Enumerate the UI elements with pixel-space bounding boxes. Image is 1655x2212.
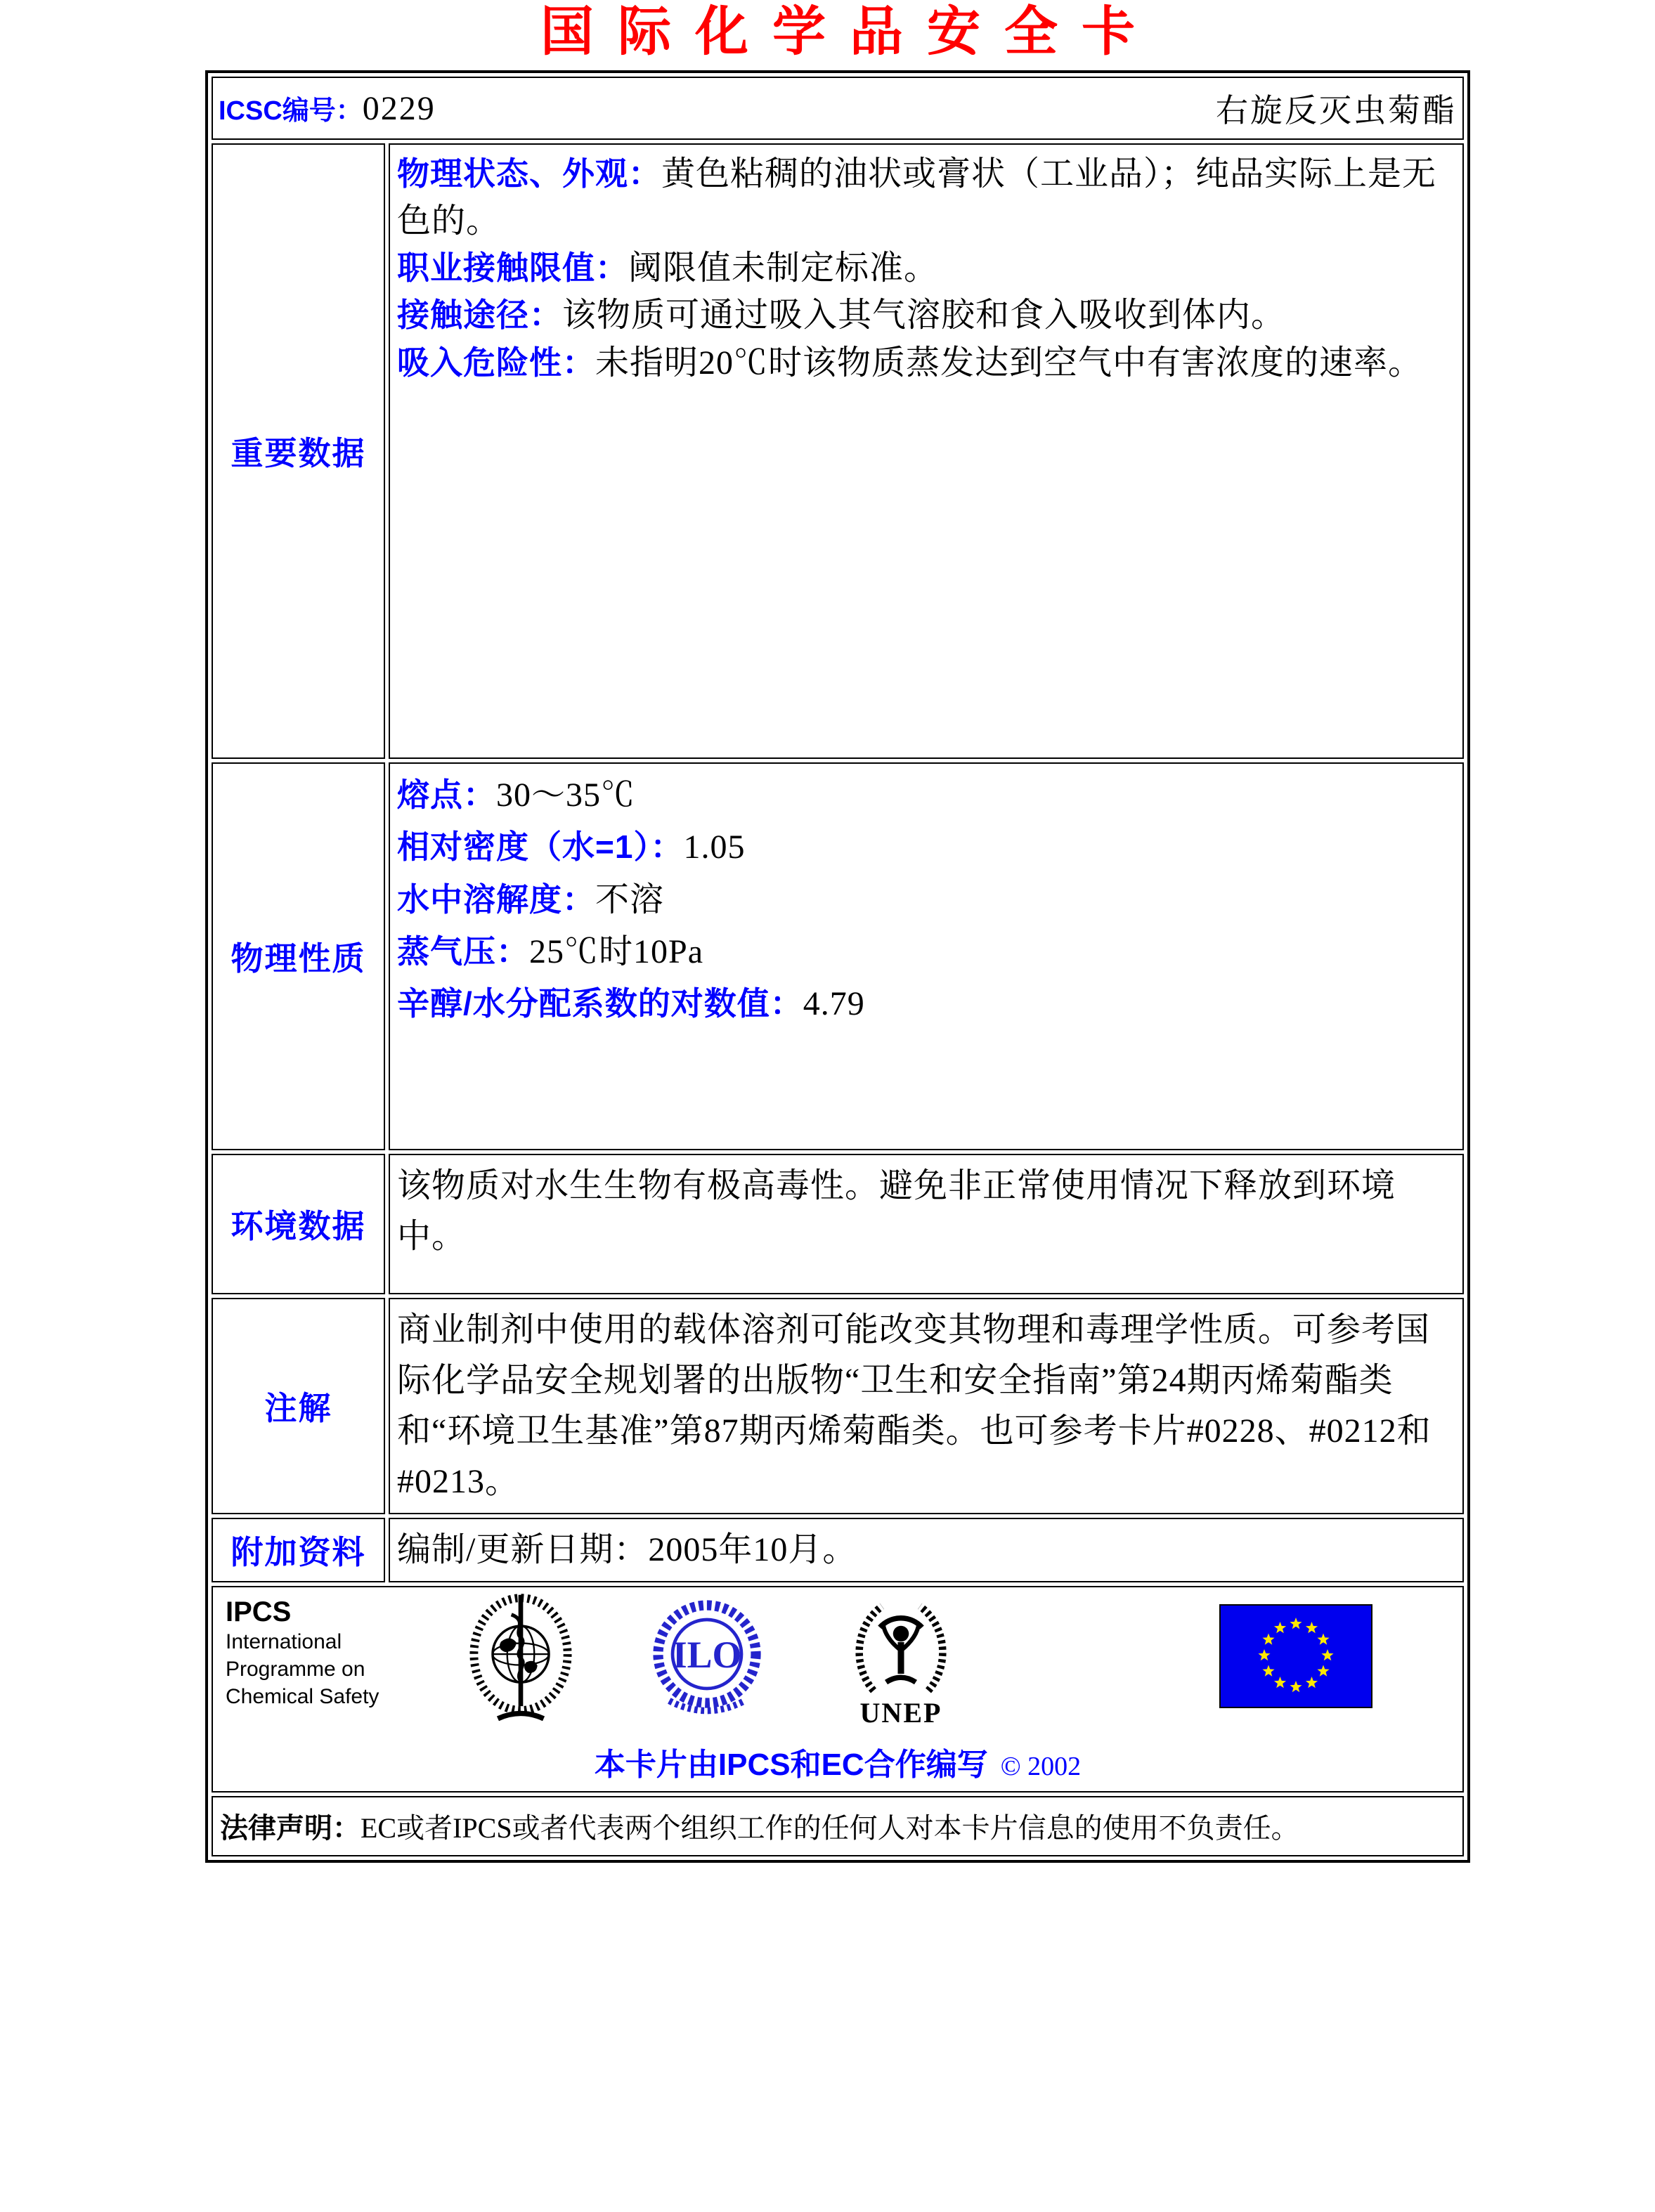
ipcs-title: IPCS [226,1596,292,1627]
field-label: 蒸气压： [397,932,529,970]
field-label: 接触途径： [397,297,562,334]
legal-cell [212,1796,1464,1856]
section-content-environmental-data [389,1154,1464,1294]
field-label: 物理状态、外观： [397,155,661,192]
ipcs-subtitle-line: Programme on [226,1657,365,1681]
field-label: 相对密度（水=1）： [397,828,684,866]
field [397,769,1455,821]
field-value: 黄色粘稠的油状或膏状（工业品）；纯品实际上是无色的。 [397,155,1437,240]
section-row-notes [212,1298,1464,1514]
field-label: 吸入危险性： [397,344,595,381]
section-content-notes [389,1298,1464,1514]
section-content-additional-info [389,1518,1464,1582]
caption-copyright: © 2002 [1000,1751,1082,1781]
field-value: 未指明20℃时该物质蒸发达到空气中有害浓度的速率。 [595,344,1423,382]
eu-flag-icon [1219,1604,1372,1712]
field-label: 辛醇/水分配系数的对数值： [397,985,803,1022]
header-cell [212,77,1464,140]
section-content-physical-properties [389,762,1464,1150]
field-value: 1.05 [683,828,746,866]
section-row-important-data [212,143,1464,759]
page-title: 国际化学品安全卡 [540,2,1159,62]
unep-logo-icon [848,1596,954,1727]
section-row-physical-properties [212,762,1464,1150]
section-label-important-data: 重要数据 [212,143,385,759]
section-label-physical-properties: 物理性质 [212,762,385,1150]
card-caption [220,1739,1455,1784]
field-label: 职业接触限值： [397,249,628,287]
ipcs-subtitle-line: Chemical Safety [226,1684,379,1708]
legal-label: 法律声明： [220,1813,361,1845]
ilo-logo-icon [651,1596,762,1729]
section-text: 商业制剂中使用的载体溶剂可能改变其物理和毒理学性质。可参考国际化学品安全规划署的出版物“卫生和安全指南”第24期丙烯菊酯类和“环境卫生基准”第87期丙烯菊酯类。也可参考卡片#0228、#0212和#0213。 [397,1310,1432,1500]
section-text: 编制/更新日期：2005年10月。 [397,1530,857,1568]
icsc-card-table [205,70,1470,1863]
logos-cell [212,1586,1464,1793]
ilo-logo-label: ILO [672,1633,742,1676]
field [397,874,1455,926]
field [397,926,1455,978]
chemical-name: 右旋反灭虫菊酯 [1216,92,1457,129]
field-label: 熔点： [397,776,496,813]
section-label-environmental-data: 环境数据 [212,1154,385,1294]
header-row [212,77,1464,140]
field [397,339,1455,386]
legal-row [212,1796,1464,1856]
section-content-important-data [389,143,1464,759]
ipcs-subtitle-line: International [226,1629,342,1653]
icsc-number-value: 0229 [362,89,436,127]
field-value: 25℃时10Pa [529,932,704,970]
field-value: 30～35℃ [496,776,636,814]
field [397,150,1455,245]
section-text: 该物质对水生生物有极高毒性。避免非正常使用情况下释放到环境中。 [397,1166,1396,1255]
section-label-additional-info: 附加资料 [212,1518,385,1582]
icsc-number-group [219,89,436,128]
icsc-page [205,0,1470,1863]
field-label: 水中溶解度： [397,880,595,918]
logos-row [212,1586,1464,1793]
field-value: 阈限值未制定标准。 [628,249,939,287]
who-logo-icon [469,1592,573,1729]
field [397,292,1455,339]
unep-logo-label: UNEP [859,1696,942,1729]
section-label-notes: 注解 [212,1298,385,1514]
caption-text: 本卡片由IPCS和EC合作编写 [594,1747,988,1782]
section-row-additional-info [212,1518,1464,1582]
icsc-number-label: ICSC编号： [219,96,363,126]
ipcs-text-block [226,1596,408,1710]
field [397,978,1455,1030]
field-value: 4.79 [803,985,865,1023]
field [397,245,1455,292]
field-value: 不溶 [595,880,665,918]
field-value: 该物质可通过吸入其气溶胶和食入吸收到体内。 [562,297,1286,334]
legal-text: EC或者IPCS或者代表两个组织工作的任何人对本卡片信息的使用不负责任。 [361,1812,1299,1845]
section-row-environmental-data [212,1154,1464,1294]
field [397,821,1455,873]
